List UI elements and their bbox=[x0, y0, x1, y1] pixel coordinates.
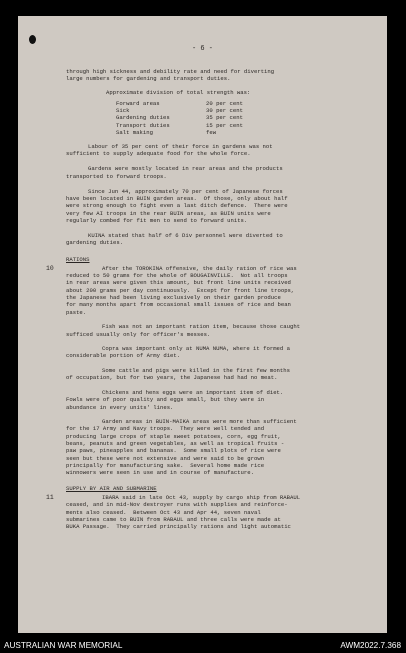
paragraph-line: have been located in BUIN garden areas. Of those, only about half bbox=[66, 195, 288, 203]
paragraph-line: Copra was important only at NUMA NUMA, where it formed a bbox=[102, 345, 290, 353]
table-value: 15 per cent bbox=[206, 121, 243, 129]
paragraph-line: the Japanese had been living exclusively on their garden produce bbox=[66, 294, 281, 301]
paragraph-line: producing large crops of staple sweet potatoes, corn, egg fruit, bbox=[66, 432, 281, 440]
page-number: - 6 - bbox=[191, 45, 213, 53]
paragraph-line: sufficed usually only for officer's messes. bbox=[66, 330, 211, 338]
paragraph-line: large numbers for gardening and transport duties. bbox=[66, 75, 231, 83]
paragraph-line: ments also ceased. Between Oct 43 and Apr 44, seven naval bbox=[66, 508, 261, 516]
table-label: Salt making bbox=[116, 128, 153, 136]
paragraph-line: sufficient to supply adequate food for the whole force. bbox=[66, 150, 251, 158]
paragraph-line: KUINA stated that half of 6 Div personnel were diverted to bbox=[88, 232, 283, 240]
section-number: 11 bbox=[46, 494, 54, 502]
table-label: Forward areas bbox=[116, 99, 160, 107]
paragraph-line: submarines came to BUIN from RABAUL and three calls were made at bbox=[66, 516, 281, 523]
table-value: 20 per cent bbox=[206, 99, 243, 107]
paragraph-line: Gardens were mostly located in rear areas and the products bbox=[88, 165, 283, 173]
paragraph-line: seen but these were not extensive and were said to be grown bbox=[66, 454, 265, 462]
paragraph-line: Garden areas in BUIN-MAIKA areas were more than sufficient bbox=[102, 418, 297, 426]
paragraph-line: BUKA Passage. They carried principally rations and light automatic bbox=[66, 523, 291, 531]
paragraph-line: for the 17 Army and Navy troops. They were well tended and bbox=[66, 425, 265, 433]
archive-footer bbox=[0, 637, 406, 653]
table-label: Transport duties bbox=[116, 121, 170, 129]
paragraph-line: about 200 grams per day continuously. Except for front line troops, bbox=[66, 286, 295, 294]
paragraph-line: Since Jun 44, approximately 70 per cent of Japanese forces bbox=[88, 187, 283, 195]
table-value: few bbox=[206, 128, 217, 136]
paragraph-line: After the TOROKINA offensive, the daily ration of rice was bbox=[102, 264, 297, 272]
paragraph-line: winnowers were seen in use and in course of manufacture. bbox=[66, 469, 254, 477]
punch-hole bbox=[29, 35, 36, 44]
table-label: Sick bbox=[116, 107, 130, 114]
table-value: 30 per cent bbox=[206, 107, 243, 114]
paragraph-line: were strong enough to fight even a last ditch defence. There were bbox=[66, 202, 288, 210]
paragraph-line: of occupation, but for two years, the Japanese had had no meat. bbox=[66, 374, 278, 382]
paragraph-line: Labour of 35 per cent of their force in gardens was not bbox=[88, 143, 273, 150]
paragraph-line: Fowls were of poor quality and eggs small, but they were in bbox=[66, 396, 265, 404]
paragraph-line: gardening duties. bbox=[66, 239, 124, 247]
paragraph-line: considerable portion of Army diet. bbox=[66, 352, 181, 360]
paragraph-line: abundance in every units' lines. bbox=[66, 403, 174, 411]
paragraph-line: for many months apart from occasional small issues of rice and bean bbox=[66, 301, 291, 309]
paragraph-line: paste. bbox=[66, 308, 87, 316]
archive-reference: AWM2022.7.368 bbox=[340, 641, 401, 650]
table-intro: Approximate division of total strength was: bbox=[106, 89, 251, 97]
table-label: Gardening duties bbox=[116, 114, 170, 122]
paragraph-line: principally for manufacturing sake. Several home made rice bbox=[66, 461, 265, 469]
paragraph-line: Some cattle and pigs were killed in the first few months bbox=[102, 367, 290, 374]
archive-name: AUSTRALIAN WAR MEMORIAL bbox=[4, 641, 123, 650]
section-number: 10 bbox=[46, 264, 54, 272]
paragraph-line: reduced to 50 grams for the whole of BOUGAINVILLE. Not all troops bbox=[66, 272, 288, 280]
paragraph-line: Fish was not an important ration item, because those caught bbox=[102, 323, 301, 331]
paragraph-line: IBARA said in late Oct 43, supply by cargo ship from RABAUL bbox=[102, 494, 301, 502]
paragraph-line: very few AI troops in the rear BUIN areas, as BUIN units were bbox=[66, 209, 271, 217]
table-value: 35 per cent bbox=[206, 114, 243, 122]
paragraph-line: in rear areas were given this amount, but front line units received bbox=[66, 279, 291, 287]
paragraph-line: beans, peanuts and green vegetables, as well as tropical fruits - bbox=[66, 440, 285, 447]
paragraph-line: transported to forward troops. bbox=[66, 172, 167, 180]
document-page bbox=[18, 16, 387, 633]
paragraph-line: paw paws, pineapples and bananas. Some small plots of rice were bbox=[66, 447, 281, 455]
paragraph-line: Chickens and hens eggs were an important item of diet. bbox=[102, 388, 284, 396]
section-heading: RATIONS bbox=[66, 255, 90, 263]
paragraph-line: regularly combed for fit men to send to forward units. bbox=[66, 217, 248, 224]
paragraph-line: ceased, and in mid-Nov destroyer runs with supplies and reinforce- bbox=[66, 501, 288, 509]
paragraph-line: through high sickness and debility rate and need for diverting bbox=[66, 68, 275, 75]
section-heading: SUPPLY BY AIR AND SUBMARINE bbox=[66, 484, 157, 492]
